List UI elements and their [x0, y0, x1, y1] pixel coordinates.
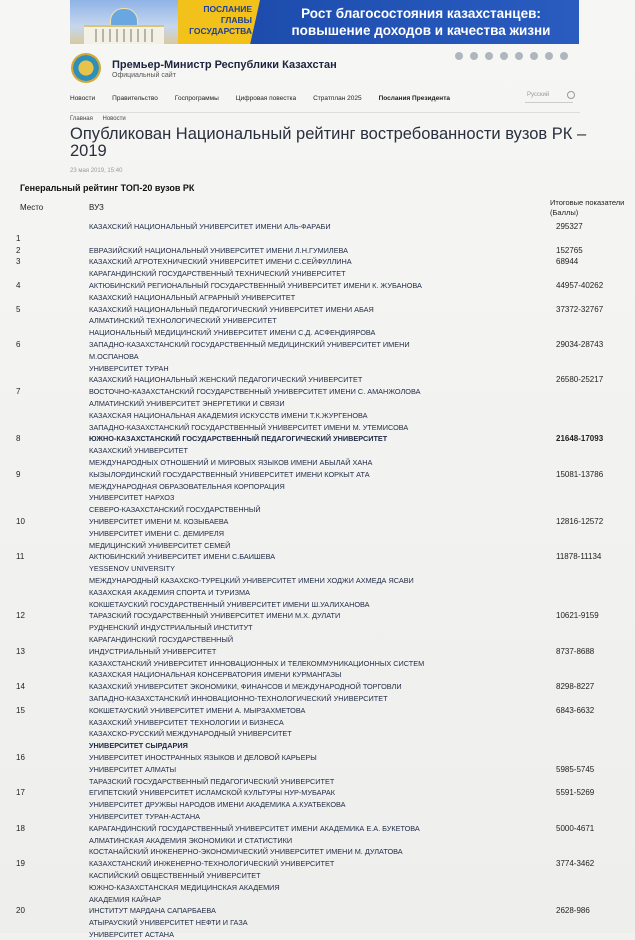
university-cell: АЛМАТИНСКАЯ АКАДЕМИЯ ЭКОНОМИКИ И СТАТИСТИКИ: [89, 835, 293, 845]
university-cell: УНИВЕРСИТЕТ АЛМАТЫ: [89, 764, 177, 774]
table-row: [0, 622, 635, 633]
table-row: [0, 398, 635, 409]
table-row: [0, 516, 635, 527]
university-cell: ТАРАЗСКИЙ ГОСУДАРСТВЕННЫЙ ПЕДАГОГИЧЕСКИЙ УНИВЕРСИТЕТ: [89, 776, 335, 786]
table-row: [0, 799, 635, 810]
table-row: [0, 705, 635, 716]
table-row: [0, 693, 635, 704]
university-cell: КАЗАХСКИЙ НАЦИОНАЛЬНЫЙ УНИВЕРСИТЕТ ИМЕНИ АЛЬ-ФАРАБИ: [89, 222, 331, 231]
breadcrumb-news[interactable]: Новости: [102, 116, 126, 122]
rank-cell: 14: [16, 682, 25, 692]
university-cell: УНИВЕРСИТЕТ ДРУЖБЫ НАРОДОВ ИМЕНИ АКАДЕМИКА А.КУАТБЕКОВА: [89, 800, 346, 810]
column-header-score: Итоговые показатели (Баллы): [550, 198, 625, 217]
table-row: [0, 363, 635, 374]
university-cell: ЕВРАЗИЙСКИЙ НАЦИОНАЛЬНЫЙ УНИВЕРСИТЕТ ИМЕНИ Л.Н.ГУМИЛЕВА: [89, 245, 349, 255]
score-cell: 26580-25217: [556, 375, 604, 385]
university-cell: КАЗАХСКИЙ НАЦИОНАЛЬНЫЙ ЖЕНСКИЙ ПЕДАГОГИЧЕСКИЙ УНИВЕРСИТЕТ: [89, 375, 363, 385]
score-cell: 2628-986: [556, 906, 590, 916]
table-row: [0, 929, 635, 940]
facebook-icon[interactable]: [500, 52, 508, 60]
university-cell: УНИВЕРСИТЕТ НАРХОЗ: [89, 493, 175, 503]
main-nav: [70, 95, 467, 102]
table-row: [0, 256, 635, 267]
table-row: [0, 233, 635, 244]
table-row: [0, 776, 635, 787]
table-row: [0, 681, 635, 692]
table-row: [0, 245, 635, 256]
table-row: [0, 764, 635, 775]
university-cell: УНИВЕРСИТЕТ ИМЕНИ М. КОЗЫБАЕВА: [89, 517, 229, 526]
score-cell: 37372-32767: [556, 304, 604, 314]
mail-icon[interactable]: [545, 52, 553, 60]
rank-cell: 8: [16, 434, 21, 444]
rank-cell: 16: [16, 753, 25, 762]
rank-cell: 3: [16, 257, 21, 267]
rank-cell: 4: [16, 281, 21, 290]
university-cell: КАЗАХСКО-РУССКИЙ МЕЖДУНАРОДНЫЙ УНИВЕРСИТЕТ: [89, 729, 292, 739]
rank-cell: 13: [16, 646, 25, 656]
table-row: [0, 433, 635, 444]
table-row: [0, 540, 635, 551]
university-cell: ЗАПАДНО-КАЗАХСТАНСКИЙ ГОСУДАРСТВЕННЫЙ МЕДИЦИНСКИЙ УНИВЕРСИТЕТ ИМЕНИ: [89, 340, 410, 349]
university-cell: КАРАГАНДИНСКИЙ ГОСУДАРСТВЕННЫЙ УНИВЕРСИТЕТ ИМЕНИ АКАДЕМИКА Е.А. БУКЕТОВА: [89, 823, 420, 833]
table-row: [0, 351, 635, 362]
rank-cell: 9: [16, 469, 21, 479]
column-header-university: ВУЗ: [89, 203, 104, 212]
table-row: [0, 894, 635, 905]
university-cell: УНИВЕРСИТЕТ АСТАНА: [89, 930, 174, 939]
table-row: [0, 870, 635, 881]
table-row: [0, 292, 635, 303]
table-row: [0, 811, 635, 822]
university-cell: КАРАГАНДИНСКИЙ ГОСУДАРСТВЕННЫЙ ТЕХНИЧЕСКИЙ УНИВЕРСИТЕТ: [89, 269, 346, 279]
nav-strategic-plan[interactable]: Стратплан 2025: [313, 95, 362, 102]
rank-cell: 1: [16, 233, 21, 243]
university-cell: НАЦИОНАЛЬНЫЙ МЕДИЦИНСКИЙ УНИВЕРСИТЕТ ИМЕНИ С.Д. АСФЕНДИЯРОВА: [89, 328, 376, 338]
university-cell: АЛМАТИНСКИЙ УНИВЕРСИТЕТ ЭНЕРГЕТИКИ И СВЯЗИ: [89, 399, 285, 408]
twitter-icon[interactable]: [470, 52, 478, 60]
score-cell: 3774-3462: [556, 859, 595, 869]
breadcrumb: [70, 116, 134, 122]
score-cell: 11878-11134: [556, 552, 602, 562]
university-cell: ИНДУСТРИАЛЬНЫЙ УНИВЕРСИТЕТ: [89, 646, 217, 656]
instagram-icon[interactable]: [485, 52, 493, 60]
score-cell: 68944: [556, 257, 579, 267]
university-cell: КАЗАХСКАЯ АКАДЕМИЯ СПОРТА И ТУРИЗМА: [89, 587, 250, 597]
table-row: [0, 492, 635, 503]
university-cell: АЛМАТИНСКИЙ ТЕХНОЛОГИЧЕСКИЙ УНИВЕРСИТЕТ: [89, 316, 277, 326]
score-cell: 5591-5269: [556, 788, 595, 798]
university-cell: ВОСТОЧНО-КАЗАХСТАНСКИЙ ГОСУДАРСТВЕННЫЙ УНИВЕРСИТЕТ ИМЕНИ С. АМАНЖОЛОВА: [89, 387, 421, 397]
table-row: [0, 787, 635, 798]
table-row: [0, 917, 635, 928]
university-cell: М.ОСПАНОВА: [89, 351, 139, 361]
score-cell: 44957-40262: [556, 281, 604, 290]
university-cell: КАЗАХСКИЙ УНИВЕРСИТЕТ: [89, 446, 188, 456]
table-row: [0, 551, 635, 562]
university-cell: ЗАПАДНО-КАЗАХСТАНСКИЙ ИННОВАЦИОННО-ТЕХНОЛОГИЧЕСКИЙ УНИВЕРСИТЕТ: [89, 694, 388, 703]
table-row: [0, 268, 635, 279]
table-row: [0, 386, 635, 397]
table-row: [0, 221, 635, 232]
table-row: [0, 327, 635, 338]
table-row: [0, 445, 635, 456]
table-row: [0, 469, 635, 480]
university-cell: МЕЖДУНАРОДНЫЙ КАЗАХСКО-ТУРЕЦКИЙ УНИВЕРСИТЕТ ИМЕНИ ХОДЖИ АХМЕДА ЯСАВИ: [89, 576, 414, 585]
rank-cell: 7: [16, 387, 21, 397]
rank-cell: 19: [16, 859, 25, 869]
table-row: [0, 422, 635, 433]
university-cell: ЮЖНО-КАЗАХСТАНСКИЙ ГОСУДАРСТВЕННЫЙ ПЕДАГОГИЧЕСКИЙ УНИВЕРСИТЕТ: [89, 434, 388, 444]
university-cell: YESSENOV UNIVERSITY: [89, 564, 175, 574]
score-cell: 8298-8227: [556, 682, 595, 692]
divider: [70, 112, 580, 113]
university-cell: ЗАПАДНО-КАЗАХСТАНСКИЙ ГОСУДАРСТВЕННЫЙ УНИВЕРСИТЕТ ИМЕНИ М. УТЕМИСОВА: [89, 422, 409, 432]
university-cell: КОСТАНАЙСКИЙ ИНЖЕНЕРНО-ЭКОНОМИЧЕСКИЙ УНИВЕРСИТЕТ ИМЕНИ М. ДУЛАТОВА: [89, 847, 403, 857]
university-cell: МЕДИЦИНСКИЙ УНИВЕРСИТЕТ СЕМЕЙ: [89, 540, 231, 550]
table-row: [0, 280, 635, 291]
university-cell: КАЗАХСТАНСКИЙ ИНЖЕНЕРНО-ТЕХНОЛОГИЧЕСКИЙ УНИВЕРСИТЕТ: [89, 859, 335, 869]
publish-date: 23 мая 2019, 15:40: [70, 168, 123, 174]
rank-cell: 20: [16, 906, 25, 916]
table-row: [0, 599, 635, 610]
score-cell: 5985-5745: [556, 764, 595, 774]
university-cell: АКАДЕМИЯ КАЙНАР: [89, 894, 162, 904]
table-row: [0, 315, 635, 326]
table-row: [0, 610, 635, 621]
score-cell: 21648-17093: [556, 434, 604, 444]
university-cell: АКТЮБИНСКИЙ РЕГИОНАЛЬНЫЙ ГОСУДАРСТВЕННЫЙ УНИВЕРСИТЕТ ИМЕНИ К. ЖУБАНОВА: [89, 281, 422, 290]
score-cell: 10621-9159: [556, 611, 599, 621]
rank-cell: 18: [16, 823, 25, 833]
akorda-building-image: [70, 0, 178, 44]
table-row: [0, 835, 635, 846]
table-row: [0, 905, 635, 916]
university-cell: КАЗАХСКИЙ НАЦИОНАЛЬНЫЙ АГРАРНЫЙ УНИВЕРСИТЕТ: [89, 292, 296, 302]
state-emblem-icon[interactable]: [71, 53, 101, 83]
table-row: [0, 882, 635, 893]
score-cell: 8737-8688: [556, 646, 595, 656]
table-row: [0, 740, 635, 751]
university-cell: МЕЖДУНАРОДНЫХ ОТНОШЕНИЙ И МИРОВЫХ ЯЗЫКОВ ИМЕНИ АБЫЛАЙ ХАНА: [89, 458, 373, 467]
table-row: [0, 728, 635, 739]
table-row: [0, 374, 635, 385]
table-row: [0, 669, 635, 680]
nav-state-programs[interactable]: Госпрограммы: [174, 95, 219, 102]
table-title: Генеральный рейтинг ТОП-20 вузов РК: [20, 183, 195, 193]
university-cell: КОКШЕТАУСКИЙ УНИВЕРСИТЕТ ИМЕНИ А. МЫРЗАХМЕТОВА: [89, 705, 306, 715]
university-cell: КАЗАХСКИЙ УНИВЕРСИТЕТ ТЕХНОЛОГИИ И БИЗНЕСА: [89, 717, 284, 727]
table-row: [0, 717, 635, 728]
breadcrumb-home[interactable]: Главная: [70, 116, 93, 122]
university-cell: КЫЗЫЛОРДИНСКИЙ ГОСУДАРСТВЕННЫЙ УНИВЕРСИТЕТ ИМЕНИ КОРКЫТ АТА: [89, 469, 370, 479]
page-title: Опубликован Национальный рейтинг востребованности вузов РК – 2019: [70, 125, 587, 160]
university-cell: ЕГИПЕТСКИЙ УНИВЕРСИТЕТ ИСЛАМСКОЙ КУЛЬТУРЫ НУР-МУБАРАК: [89, 788, 335, 798]
university-cell: УНИВЕРСИТЕТ ИМЕНИ С. ДЕМИРЕЛЯ: [89, 528, 224, 538]
ok-icon[interactable]: [530, 52, 538, 60]
table-row: [0, 658, 635, 669]
university-cell: АКТЮБИНСКИЙ УНИВЕРСИТЕТ ИМЕНИ С.БАИШЕВА: [89, 552, 276, 562]
rank-cell: 17: [16, 788, 25, 798]
banner-left-text: ПОСЛАНИЕ ГЛАВЫ ГОСУДАРСТВА: [189, 4, 252, 36]
university-cell: ИНСТИТУТ МАРДАНА САПАРБАЕВА: [89, 906, 216, 916]
table-row: [0, 646, 635, 657]
university-cell: УНИВЕРСИТЕТ СЫРДАРИЯ: [89, 741, 188, 751]
university-cell: МЕЖДУНАРОДНАЯ ОБРАЗОВАТЕЛЬНАЯ КОРПОРАЦИЯ: [89, 481, 285, 491]
table-row: [0, 823, 635, 834]
table-row: [0, 587, 635, 598]
nav-news[interactable]: Новости: [70, 95, 96, 102]
table-row: [0, 481, 635, 492]
score-cell: 29034-28743: [556, 340, 604, 349]
score-cell: 152765: [556, 245, 583, 255]
score-cell: 12816-12572: [556, 517, 604, 526]
university-cell: КАЗАХСКИЙ НАЦИОНАЛЬНЫЙ ПЕДАГОГИЧЕСКИЙ УНИВЕРСИТЕТ ИМЕНИ АБАЯ: [89, 304, 374, 314]
rank-cell: 11: [16, 552, 25, 562]
column-header-place: Место: [20, 203, 44, 212]
university-cell: УНИВЕРСИТЕТ ТУРАН-АСТАНА: [89, 812, 200, 821]
university-cell: РУДНЕНСКИЙ ИНДУСТРИАЛЬНЫЙ ИНСТИТУТ: [89, 623, 253, 633]
table-row: [0, 339, 635, 350]
university-cell: СЕВЕРО-КАЗАХСТАНСКИЙ ГОСУДАРСТВЕННЫЙ: [89, 505, 261, 515]
university-cell: КАЗАХСКАЯ НАЦИОНАЛЬНАЯ КОНСЕРВАТОРИЯ ИМЕНИ КУРМАНГАЗЫ: [89, 670, 342, 680]
university-cell: КАЗАХСКИЙ АГРОТЕХНИЧЕСКИЙ УНИВЕРСИТЕТ ИМЕНИ С.СЕЙФУЛЛИНА: [89, 257, 352, 267]
university-cell: КАРАГАНДИНСКИЙ ГОСУДАРСТВЕННЫЙ: [89, 635, 234, 644]
university-cell: КОКШЕТАУСКИЙ ГОСУДАРСТВЕННЫЙ УНИВЕРСИТЕТ ИМЕНИ Ш.УАЛИХАНОВА: [89, 599, 370, 609]
rank-cell: 15: [16, 705, 25, 715]
nav-government[interactable]: Правительство: [112, 95, 158, 102]
table-row: [0, 752, 635, 763]
nav-digital-agenda[interactable]: Цифровая повестка: [235, 95, 297, 102]
table-row: [0, 528, 635, 539]
university-cell: ТАРАЗСКИЙ ГОСУДАРСТВЕННЫЙ УНИВЕРСИТЕТ ИМЕНИ М.Х. ДУЛАТИ: [89, 611, 341, 621]
table-row: [0, 846, 635, 857]
rank-cell: 12: [16, 611, 25, 621]
university-cell: АТЫРАУСКИЙ УНИВЕРСИТЕТ НЕФТИ И ГАЗА: [89, 918, 248, 928]
site-title[interactable]: Премьер-Министр Республики Казахстан: [112, 59, 337, 71]
table-row: [0, 457, 635, 468]
score-cell: 6843-6632: [556, 705, 595, 715]
university-cell: ЮЖНО-КАЗАХСТАНСКАЯ МЕДИЦИНСКАЯ АКАДЕМИЯ: [89, 882, 280, 892]
table-row: [0, 563, 635, 574]
banner-title: Рост благосостояния казахстанцев: повышение доходов и качества жизни: [291, 6, 551, 38]
president-message-banner[interactable]: [70, 0, 579, 44]
language-label[interactable]: Русский: [527, 92, 550, 98]
table-row: [0, 410, 635, 421]
university-cell: КАЗАХСКАЯ НАЦИОНАЛЬНАЯ АКАДЕМИЯ ИСКУССТВ ИМЕНИ Т.К.ЖУРГЕНОВА: [89, 410, 368, 420]
table-row: [0, 858, 635, 869]
table-row: [0, 634, 635, 645]
university-cell: УНИВЕРСИТЕТ ТУРАН: [89, 363, 169, 373]
nav-president-messages[interactable]: Послания Президента: [378, 95, 451, 102]
university-cell: КАСПИЙСКИЙ ОБЩЕСТВЕННЫЙ УНИВЕРСИТЕТ: [89, 871, 261, 880]
score-cell: 5000-4671: [556, 823, 595, 833]
rank-cell: 5: [16, 304, 21, 314]
search-input[interactable]: [525, 90, 573, 103]
rank-cell: 2: [16, 245, 21, 255]
table-row: [0, 304, 635, 315]
youtube-icon[interactable]: [560, 52, 568, 60]
rank-cell: 6: [16, 340, 21, 349]
score-cell: 295327: [556, 222, 583, 231]
site-subtitle: Официальный сайт: [112, 72, 176, 79]
vk-icon[interactable]: [515, 52, 523, 60]
university-cell: КАЗАХСТАНСКИЙ УНИВЕРСИТЕТ ИННОВАЦИОННЫХ И ТЕЛЕКОММУНИКАЦИОННЫХ СИСТЕМ: [89, 658, 425, 668]
rank-cell: 10: [16, 517, 25, 526]
search-icon[interactable]: [567, 91, 575, 99]
university-cell: КАЗАХСКИЙ УНИВЕРСИТЕТ ЭКОНОМИКИ, ФИНАНСОВ И МЕЖДУНАРОДНОЙ ТОРГОВЛИ: [89, 682, 402, 692]
university-cell: УНИВЕРСИТЕТ ИНОСТРАННЫХ ЯЗЫКОВ И ДЕЛОВОЙ КАРЬЕРЫ: [89, 753, 317, 762]
score-cell: 15081-13786: [556, 469, 604, 479]
table-row: [0, 504, 635, 515]
telegram-icon[interactable]: [455, 52, 463, 60]
table-row: [0, 575, 635, 586]
social-links: [455, 52, 568, 60]
